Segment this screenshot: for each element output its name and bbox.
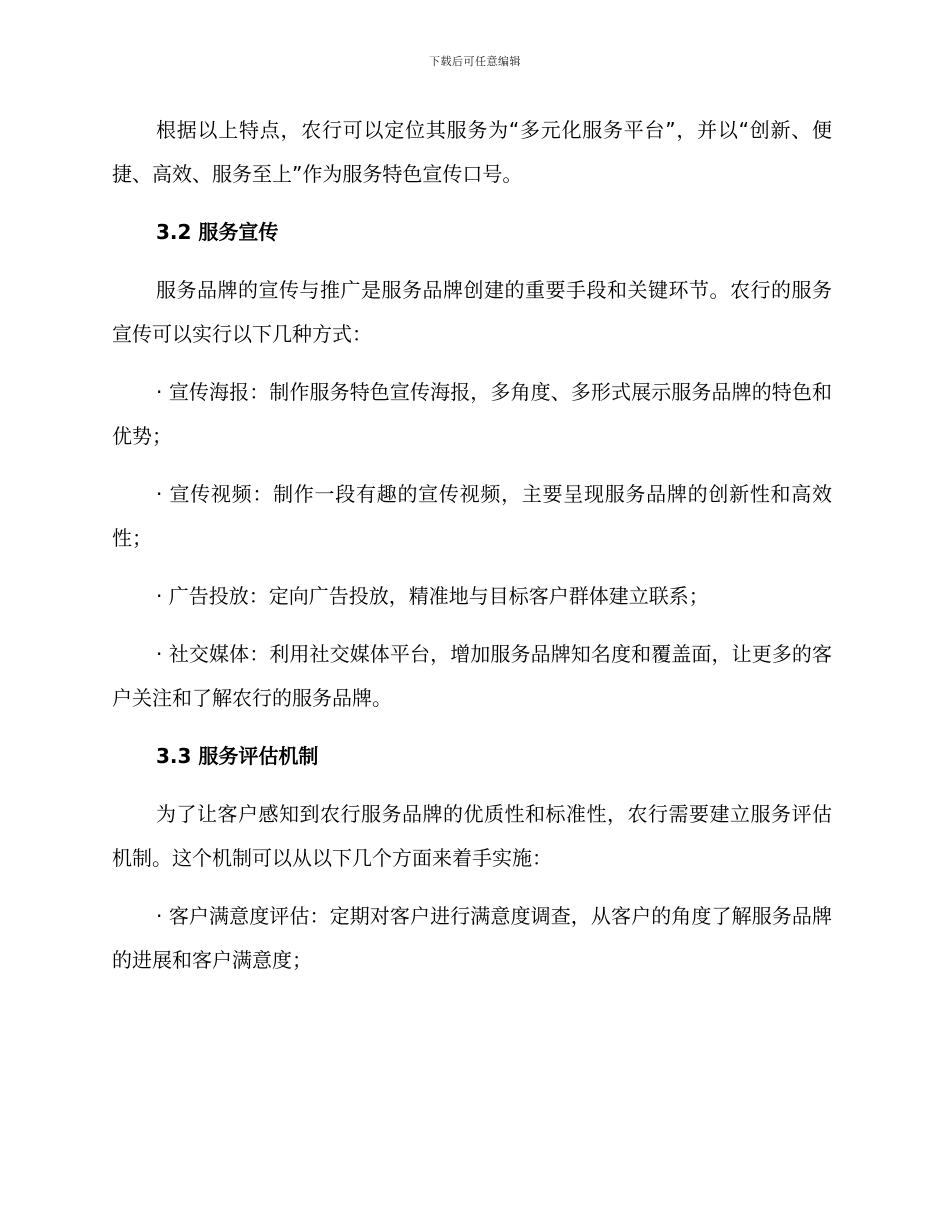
paragraph-positioning: 根据以上特点，农行可以定位其服务为“多元化服务平台”，并以“创新、便捷、高效、服务至上”作为服务特色宣传口号。 (112, 118, 832, 186)
paragraph-promotion-intro: 服务品牌的宣传与推广是服务品牌创建的重要手段和关键环节。农行的服务宣传可以实行以下几种方式： (112, 278, 832, 346)
bullet-social-media: · 社交媒体：利用社交媒体平台，增加服务品牌知名度和覆盖面，让更多的客户关注和了解农行的服务品牌。 (112, 642, 832, 710)
bullet-satisfaction: · 客户满意度评估：定期对客户进行满意度调查，从客户的角度了解服务品牌的进展和客户满意度； (112, 904, 832, 972)
document-body (112, 108, 832, 982)
bullet-advertising: · 广告投放：定向广告投放，精准地与目标客户群体建立联系； (156, 584, 709, 608)
section-heading-3-3: 3.3 服务评估机制 (156, 744, 319, 768)
bullet-poster: · 宣传海报：制作服务特色宣传海报，多角度、多形式展示服务品牌的特色和优势； (112, 380, 832, 448)
section-heading-3-2: 3.2 服务宣传 (156, 220, 279, 244)
running-header: 下载后可任意编辑 (429, 55, 521, 68)
bullet-video: · 宣传视频：制作一段有趣的宣传视频，主要呈现服务品牌的创新性和高效性； (112, 482, 832, 550)
paragraph-evaluation-intro: 为了让客户感知到农行服务品牌的优质性和标准性，农行需要建立服务评估机制。这个机制可以从以下几个方面来着手实施： (112, 802, 832, 870)
